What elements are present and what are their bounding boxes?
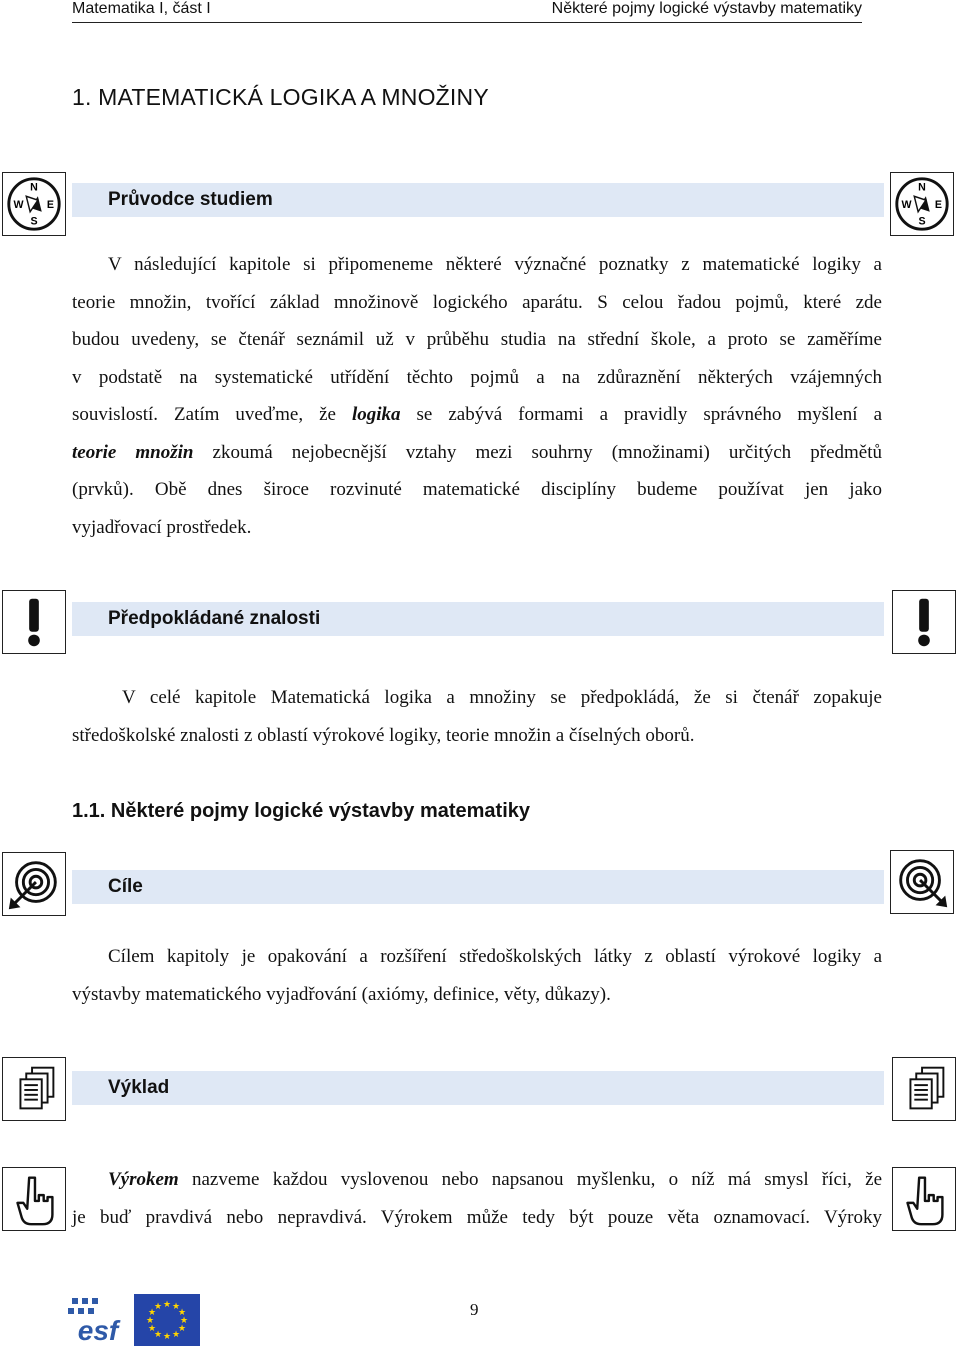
explanation-band [72, 1071, 884, 1105]
guide-line-5a: souvislostí. Zatím uveďme, že [72, 404, 352, 425]
definition-paragraph [72, 1161, 882, 1236]
guide-line-4: v podstatě na systematické utřídění těchto pojmů a na zdůraznění některých vzájemných [72, 366, 882, 388]
eu-flag-logo [134, 1294, 200, 1346]
definition-line-1 [72, 1161, 882, 1199]
exclamation-icon [2, 590, 66, 654]
esf-logo [68, 1294, 130, 1346]
svg-text:★: ★ [179, 1316, 189, 1326]
compass-e-right: E [934, 198, 943, 211]
compass-s: S [30, 215, 38, 228]
guide-line-7: (prvků). Obě dnes široce rozvinuté matematické disciplíny budeme používat jen jako [72, 479, 882, 500]
svg-text:★: ★ [177, 1324, 187, 1334]
term-logika: logika [351, 404, 401, 425]
documents-icon-right [892, 1057, 956, 1121]
goals-line-2: výstavby matematického vyjadřování (axiómy, definice, věty, důkazy). [72, 983, 611, 1005]
pointing-hand-icon [2, 1167, 66, 1231]
svg-text:★: ★ [153, 1302, 163, 1312]
svg-text:★: ★ [177, 1308, 187, 1318]
target-icon-right [890, 850, 954, 914]
running-header [0, 0, 960, 28]
prerequisites-paragraph [72, 679, 882, 754]
guide-paragraph [72, 246, 882, 546]
esf-logo-text: esf [77, 1315, 119, 1346]
definition-line-2: je buď pravdivá nebo nepravdivá. Výrokem může tedy být pouze věta oznamovací. Výroky [72, 1206, 882, 1228]
guide-line-6 [72, 434, 882, 472]
compass-s-right: S [918, 215, 926, 228]
prerequisites-line-2: středoškolské znalosti z oblastí výrokové logiky, teorie množin a číselných oborů. [72, 724, 695, 746]
svg-text:★: ★ [162, 1332, 172, 1342]
header-right-text: Některé pojmy logické výstavby matematiky [551, 0, 862, 17]
prerequisites-label: Předpokládané znalosti [108, 608, 321, 629]
term-vyrokem: Výrokem [108, 1169, 179, 1190]
definition-line-1-rest: nazveme každou vyslovenou nebo napsanou myšlenku, o níž má smysl říci, že [178, 1169, 882, 1190]
guide-band [72, 183, 884, 217]
goals-band [72, 870, 884, 904]
svg-text:★: ★ [153, 1330, 163, 1340]
documents-icon [2, 1057, 66, 1121]
section-title: 1.1. Některé pojmy logické výstavby matematiky [72, 800, 531, 822]
guide-line-1: V následující kapitole si připomeneme některé význačné poznatky z matematické logiky a [108, 254, 882, 275]
guide-line-5b: se zabývá formami a pravidly správného myšlení a [400, 404, 882, 425]
header-rule [72, 22, 862, 23]
goals-paragraph [72, 938, 882, 1013]
compass-w: W [13, 198, 24, 211]
guide-line-3: budou uvedeny, se čtenář seznámil už v průběhu studia na střední škole, a proto se zaměříme [72, 329, 882, 350]
target-icon [2, 852, 66, 916]
explanation-label: Výklad [108, 1077, 170, 1098]
svg-text:★: ★ [145, 1316, 155, 1326]
exclamation-icon-right [892, 590, 956, 654]
guide-label: Průvodce studiem [108, 189, 273, 210]
page-number: 9 [470, 1300, 479, 1319]
goals-label: Cíle [108, 876, 143, 897]
prerequisites-band [72, 602, 884, 636]
pointing-hand-icon-right [892, 1167, 956, 1231]
chapter-title: 1. MATEMATICKÁ LOGIKA A MNOŽINY [72, 84, 489, 110]
prerequisites-line-1: V celé kapitole Matematická logika a množiny se předpokládá, že si čtenář zopakuje [122, 687, 882, 708]
compass-icon-right [890, 172, 954, 236]
term-teorie-mnozin: teorie množin [72, 441, 194, 463]
compass-e: E [46, 198, 55, 211]
guide-line-8: vyjadřovací prostředek. [72, 516, 252, 538]
svg-text:★: ★ [147, 1308, 157, 1318]
svg-text:★: ★ [147, 1324, 157, 1334]
guide-line-2: teorie množin, tvořící základ množinově logického aparátu. S celou řadou pojmů, které zde [72, 291, 882, 313]
svg-text:★: ★ [171, 1330, 181, 1340]
goals-line-1: Cílem kapitoly je opakování a rozšíření středoškolských látky z oblastí výrokové logiky a [108, 946, 882, 967]
compass-n-right: N [918, 181, 926, 194]
svg-text:★: ★ [162, 1300, 172, 1310]
guide-line-5 [72, 396, 882, 434]
compass-w-right: W [901, 198, 912, 211]
compass-icon [2, 172, 66, 236]
header-left-text: Matematika I, část I [72, 0, 211, 17]
guide-line-6b: zkoumá nejobecnější vztahy mezi souhrny (množinami) určitých předmětů [193, 441, 882, 463]
svg-text:★: ★ [171, 1302, 181, 1312]
compass-n: N [30, 181, 38, 194]
